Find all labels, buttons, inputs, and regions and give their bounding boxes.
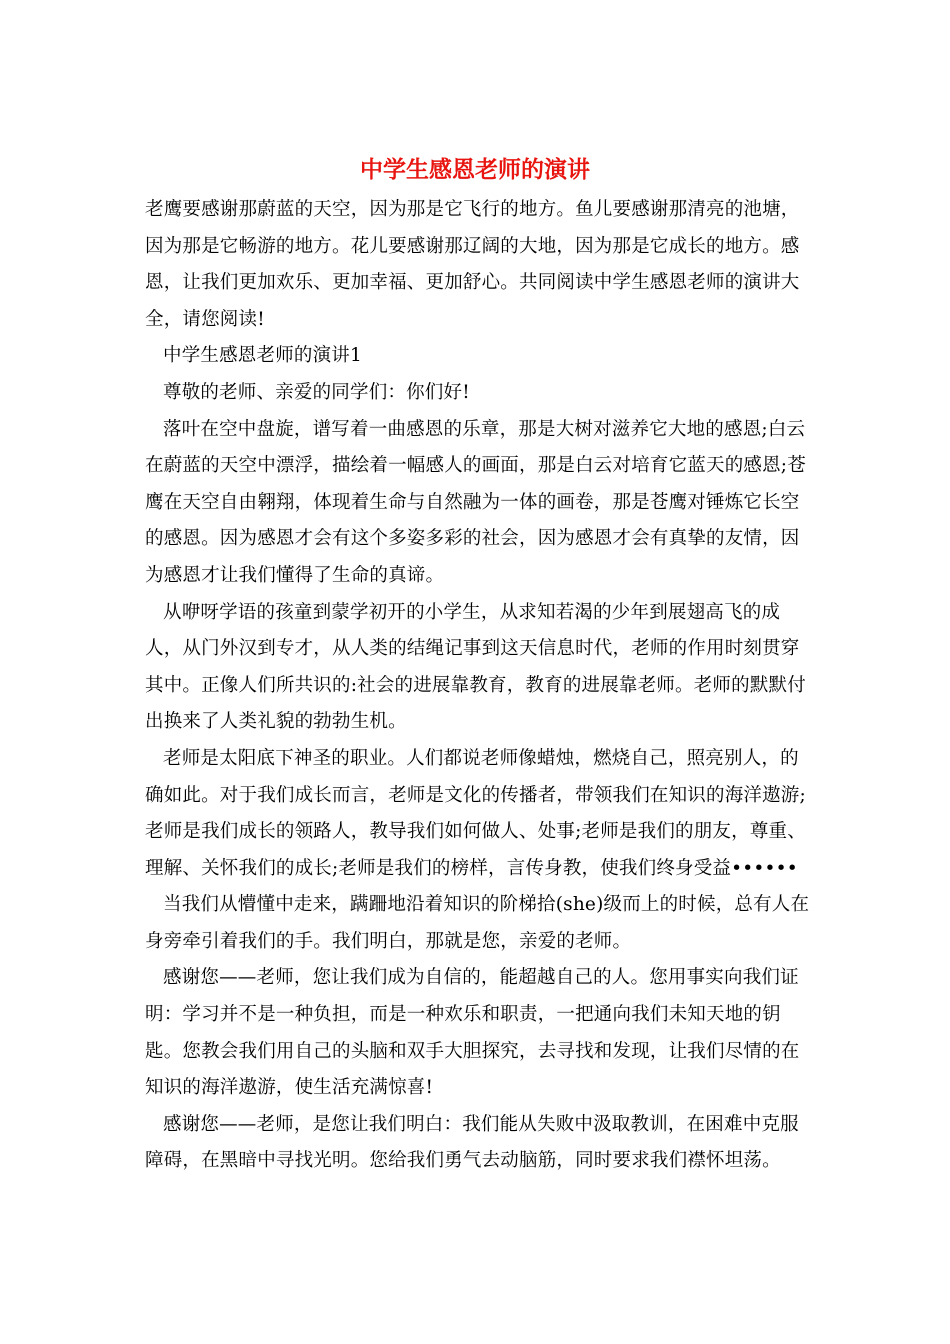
body-paragraph: 感谢您——老师，您让我们成为自信的，能超越自己的人。您用事实向我们证明：学习并不是一种负担，而是一种欢乐和职责，一把通向我们未知天地的钥匙。您教会我们用自己的头脑和双手大胆探究，去寻找和发现，让我们尽情的在知识的海洋遨游，使生活充满惊喜! [145, 967, 800, 1099]
document-body [145, 192, 810, 1180]
body-paragraph: 落叶在空中盘旋，谱写着一曲感恩的乐章，那是大树对滋养它大地的感恩;白云在蔚蓝的天空中漂浮，描绘着一幅感人的画面，那是白云对培育它蓝天的感恩;苍鹰在天空自由翱翔，体现着生命与自然融为一体的画卷，那是苍鹰对锤炼它长空的感恩。因为感恩才会有这个多姿多彩的社会，因为感恩才会有真挚的友情，因为感恩才让我们懂得了生命的真谛。 [145, 418, 806, 586]
intro-paragraph: 老鹰要感谢那蔚蓝的天空，因为那是它飞行的地方。鱼儿要感谢那清亮的池塘，因为那是它畅游的地方。花儿要感谢那辽阔的大地，因为那是它成长的地方。感恩，让我们更加欢乐、更加幸福、更加舒心。共同阅读中学生感恩老师的演讲大全，请您阅读! [145, 199, 800, 330]
body-paragraph: 从咿呀学语的孩童到蒙学初开的小学生，从求知若渴的少年到展翅高飞的成人，从门外汉到专才，从人类的结绳记事到这天信息时代，老师的作用时刻贯穿其中。正像人们所共识的:社会的进展靠教育，教育的进展靠老师。老师的默默付出换来了人类礼貌的勃勃生机。 [145, 601, 806, 733]
body-paragraph: 老师是太阳底下神圣的职业。人们都说老师像蜡烛，燃烧自己，照亮别人，的确如此。对于我们成长而言，老师是文化的传播者，带领我们在知识的海洋遨游;老师是我们成长的领路人，教导我们如何做人、处事;老师是我们的朋友，尊重、理解、关怀我们的成长;老师是我们的榜样，言传身教，使我们终身受益•••••• [145, 747, 806, 879]
section-heading: 中学生感恩老师的演讲1 [163, 345, 362, 367]
body-paragraph: 感谢您——老师，是您让我们明白：我们能从失败中汲取教训，在困难中克服障碍，在黑暗中寻找光明。您给我们勇气去动脑筋，同时要求我们襟怀坦荡。 [145, 1113, 799, 1172]
document-title: 中学生感恩老师的演讲 [360, 156, 590, 183]
body-paragraph: 当我们从懵懂中走来，蹒跚地沿着知识的阶梯拾(she)级而上的时候，总有人在身旁牵引着我们的手。我们明白，那就是您，亲爱的老师。 [145, 894, 810, 952]
greeting-paragraph: 尊敬的老师、亲爱的同学们：你们好! [163, 381, 470, 403]
